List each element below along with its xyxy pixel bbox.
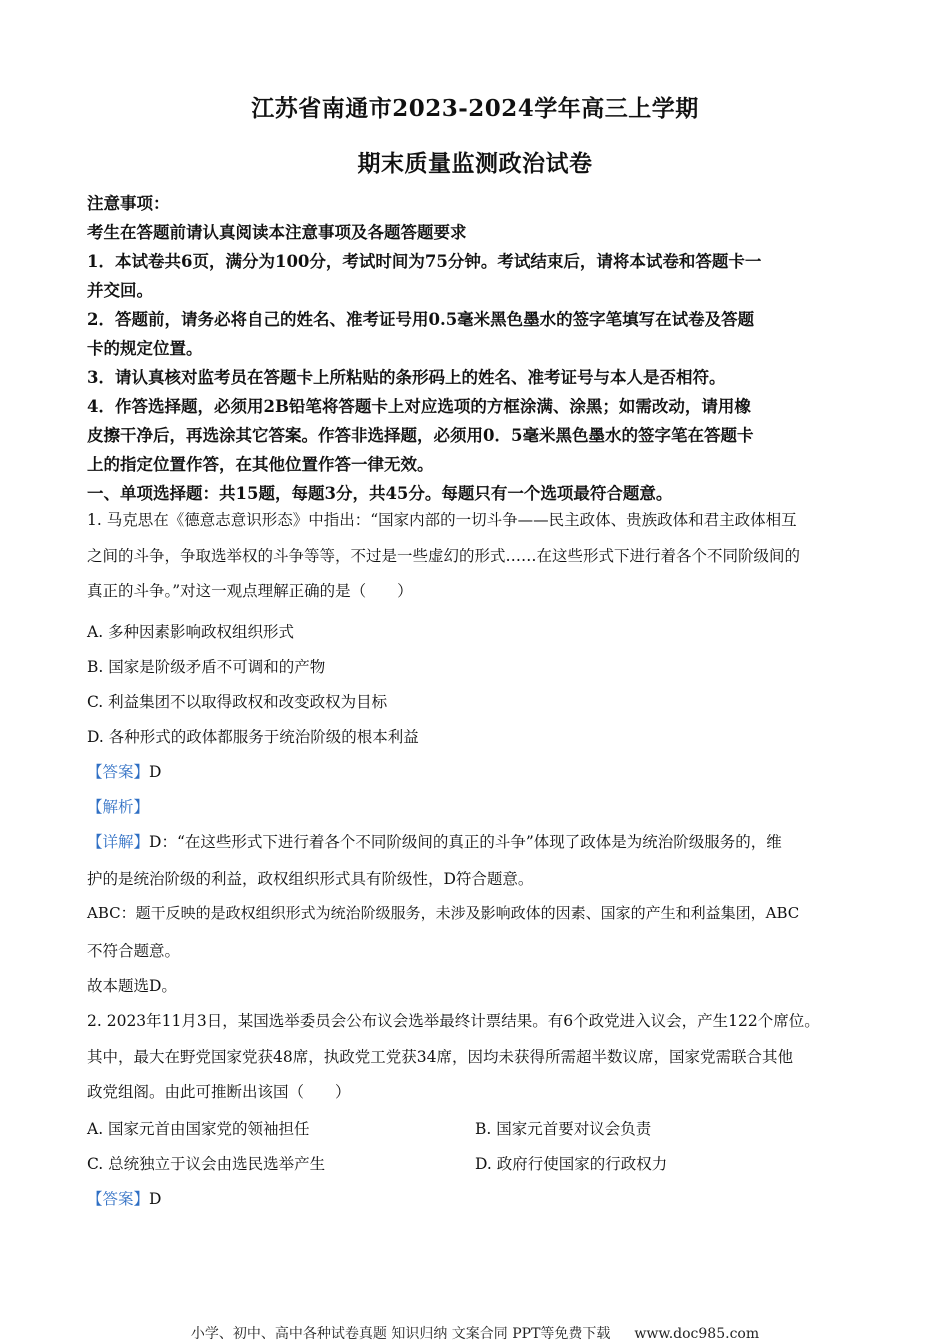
q1-conclusion: 故本题选D。 xyxy=(87,977,177,995)
notice-item-1: 1．本试卷共6页，满分为100分，考试时间为75分钟。考试结束后，请将本试卷和答题卡一 xyxy=(87,252,762,271)
q1-stem-line2: 之间的斗争，争取选举权的斗争等等，不过是一些虚幻的形式……在这些形式下进行着各个不同阶级间的 xyxy=(87,546,801,565)
answer-value: D xyxy=(149,763,162,781)
notice-intro: 考生在答题前请认真阅读本注意事项及各题答题要求 xyxy=(87,223,467,242)
q2-stem-line2: 其中，最大在野党国家党获48席，执政党工党获34席，因均未获得所需超半数议席，国家党需联合其他 xyxy=(87,1047,793,1066)
notice-item-4-cont2: 上的指定位置作答，在其他位置作答一律无效。 xyxy=(87,455,434,474)
notice-heading: 注意事项： xyxy=(87,194,170,213)
q1-option-b: B. 国家是阶级矛盾不可调和的产物 xyxy=(87,658,326,676)
notice-item-2: 2．答题前，请务必将自己的姓名、准考证号用0.5毫米黑色墨水的签字笔填写在试卷及答题 xyxy=(87,310,755,329)
q1-option-a: A. 多种因素影响政权组织形式 xyxy=(87,623,295,641)
q1-option-d: D. 各种形式的政体都服务于统治阶级的根本利益 xyxy=(87,728,419,746)
q2-option-b: B. 国家元首要对议会负责 xyxy=(475,1120,652,1138)
q2-option-a: A. 国家元首由国家党的领袖担任 xyxy=(87,1120,310,1138)
footer-text: 小学、初中、高中各种试卷真题 知识归纳 文案合同 PPT等免费下载 xyxy=(190,1326,611,1342)
q2-option-c: C. 总统独立于议会由选民选举产生 xyxy=(87,1155,326,1173)
notice-item-4-cont1: 皮擦干净后，再选涂其它答案。作答非选择题，必须用0．5毫米黑色墨水的签字笔在答题卡 xyxy=(87,426,754,445)
q1-stem-line3: 真正的斗争。”对这一观点理解正确的是（ ） xyxy=(87,582,413,600)
section-heading: 一、单项选择题：共15题，每题3分，共45分。每题只有一个选项最符合题意。 xyxy=(87,484,673,503)
q1-detail-line4: 不符合题意。 xyxy=(87,942,181,960)
q2-answer xyxy=(87,1187,161,1209)
exam-title-line2: 期末质量监测政治试卷 xyxy=(357,150,593,177)
question-1-stem xyxy=(87,503,887,610)
q1-detail-line1 xyxy=(87,830,782,852)
detail-tag: 【详解】 xyxy=(87,833,150,851)
notice-item-4: 4．作答选择题，必须用2B铅笔将答题卡上对应选项的方框涂满、涂黑；如需改动，请用橡 xyxy=(87,397,751,416)
q1-analysis-tag: 【解析】 xyxy=(87,798,150,816)
answer-tag: 【答案】 xyxy=(87,1190,150,1208)
q2-stem-line3: 政党组阁。由此可推断出该国（ ） xyxy=(87,1083,351,1101)
page-footer xyxy=(0,1323,950,1343)
question-2-stem xyxy=(87,1004,887,1111)
detail-text: D：“在这些形式下进行着各个不同阶级间的真正的斗争”体现了政体是为统治阶级服务的，维 xyxy=(149,833,782,851)
answer-value: D xyxy=(149,1190,162,1208)
q1-stem-line1: 1. 马克思在《德意志意识形态》中指出：“国家内部的一切斗争——民主政体、贵族政体和君主政体相互 xyxy=(87,511,797,529)
exam-title-line1: 江苏省南通市2023-2024学年高三上学期 xyxy=(251,95,699,122)
notice-item-2-cont: 卡的规定位置。 xyxy=(87,339,203,358)
q1-answer xyxy=(87,760,161,782)
notice-item-1-cont: 并交回。 xyxy=(87,281,153,300)
notice-item-3: 3．请认真核对监考员在答题卡上所粘贴的条形码上的姓名、准考证号与本人是否相符。 xyxy=(87,368,726,387)
q1-detail-line3: ABC：题干反映的是政权组织形式为统治阶级服务，未涉及影响政体的因素、国家的产生和利益集团，ABC xyxy=(87,904,800,922)
q1-detail-line2: 护的是统治阶级的利益，政权组织形式具有阶级性，D符合题意。 xyxy=(87,870,534,888)
q1-option-c: C. 利益集团不以取得政权和改变政权为目标 xyxy=(87,693,388,711)
footer-link[interactable]: www.doc985.com xyxy=(634,1326,760,1342)
q2-stem-line1: 2. 2023年11月3日，某国选举委员会公布议会选举最终计票结果。有6个政党进入议会，产生122个席位。 xyxy=(87,1012,820,1030)
notice-block xyxy=(87,189,877,479)
answer-tag: 【答案】 xyxy=(87,763,150,781)
q2-option-d: D. 政府行使国家的行政权力 xyxy=(475,1155,668,1173)
